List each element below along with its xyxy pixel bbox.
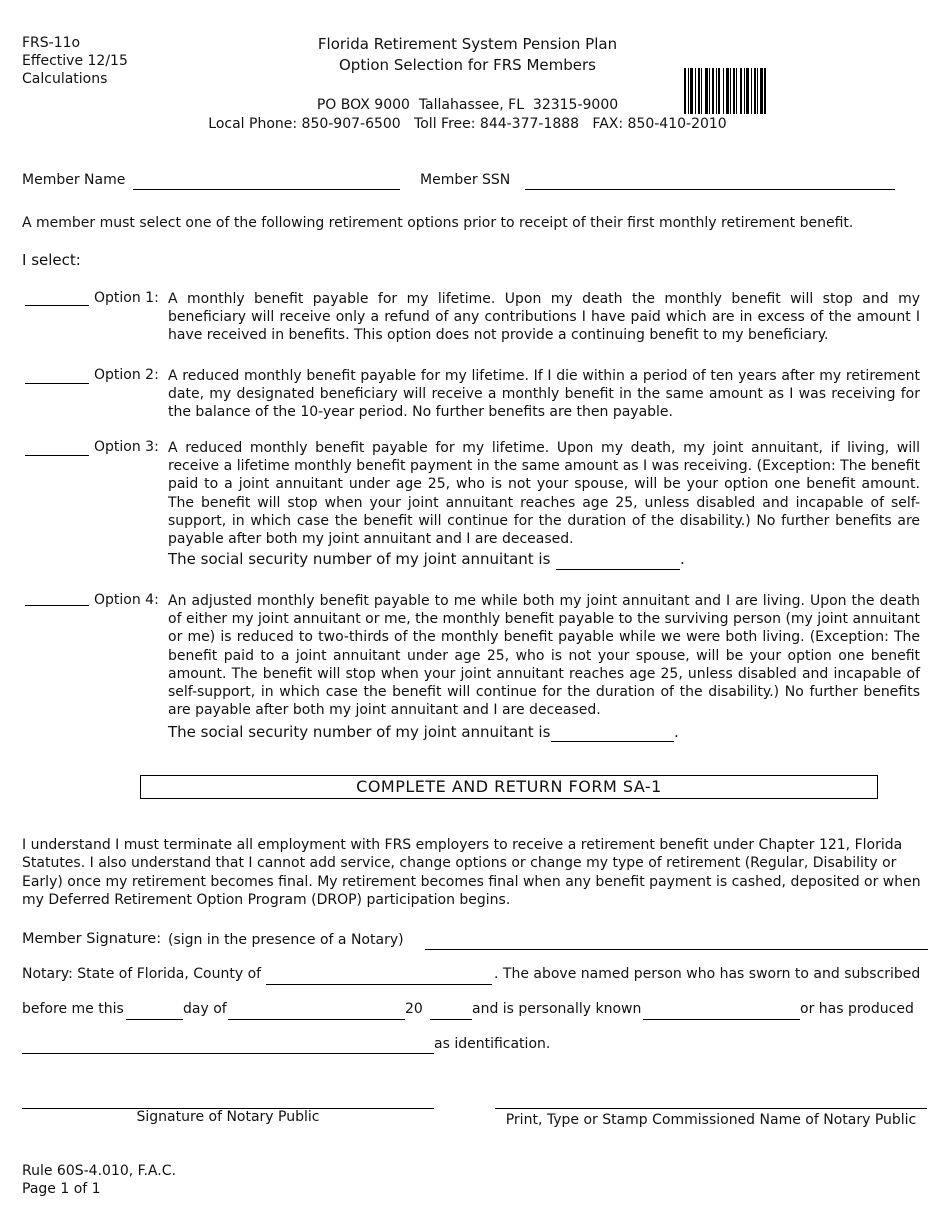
notary-print-label: Print, Type or Stamp Commissioned Name of Notary Public	[505, 1112, 917, 1128]
option-3-label: Option 3:	[94, 439, 159, 455]
option-3-period: .	[680, 550, 685, 568]
intro-text: A member must select one of the following retirement options prior to receipt of their first monthly retirement benefit.	[22, 215, 854, 231]
member-name-field[interactable]	[133, 189, 400, 190]
member-ssn-label: Member SSN	[420, 172, 511, 188]
phone-numbers: Local Phone: 850-907-6500 Toll Free: 844-377-1888 FAX: 850-410-2010	[208, 116, 727, 132]
notary-sworn-text: . The above named person who has sworn to and subscribed	[494, 966, 921, 982]
effective-date: Effective 12/15	[22, 53, 128, 69]
option-1-selection-field[interactable]	[25, 305, 89, 306]
option-2-text: A reduced monthly benefit payable for my lifetime. If I die within a period of ten years after my retirement date, my designated beneficiary will receive a monthly benefit in the same amount as I was receiving for the balance of the 10-year period. No further benefits are then payable.	[168, 368, 920, 421]
form-category: Calculations	[22, 71, 108, 87]
option-4-ssn-label: The social security number of my joint annuitant is	[168, 723, 551, 741]
option-3-selection-field[interactable]	[25, 455, 89, 456]
form-id: FRS-11o	[22, 35, 81, 51]
option-3-ssn-field[interactable]	[556, 569, 680, 570]
option-1-text: A monthly benefit payable for my lifetime. Upon my death the monthly benefit will stop and my beneficiary will receive only a refund of any contributions I have paid which are in excess of the amount I have received in benefits. This option does not provide a continuing benefit to my beneficiary.	[168, 291, 920, 344]
member-ssn-field[interactable]	[525, 189, 895, 190]
notary-known-field[interactable]	[643, 1019, 800, 1020]
notary-produced-text: or has produced	[800, 1001, 914, 1017]
contact-block	[0, 96, 935, 134]
option-4-selection-field[interactable]	[25, 605, 89, 606]
footer	[22, 1162, 176, 1198]
return-form-notice: COMPLETE AND RETURN FORM SA-1	[140, 775, 878, 799]
option-4-ssn-field[interactable]	[551, 741, 674, 742]
member-name-label: Member Name	[22, 172, 126, 188]
mailing-address: PO BOX 9000 Tallahassee, FL 32315-9000	[316, 97, 619, 113]
i-select-heading: I select:	[22, 251, 81, 269]
notary-state-text: Notary: State of Florida, County of	[22, 966, 262, 982]
notary-identification-text: as identification.	[434, 1036, 551, 1052]
option-2-selection-field[interactable]	[25, 383, 89, 384]
member-signature-hint: (sign in the presence of a Notary)	[168, 932, 404, 948]
option-2-label: Option 2:	[94, 367, 159, 383]
notary-before-text: before me this	[22, 1001, 124, 1017]
notary-year-prefix: 20	[405, 1001, 423, 1017]
option-1-label: Option 1:	[94, 290, 159, 306]
member-signature-field[interactable]	[425, 949, 928, 950]
notary-county-field[interactable]	[266, 984, 492, 985]
notary-month-field[interactable]	[228, 1019, 405, 1020]
notary-signature-label: Signature of Notary Public	[136, 1109, 320, 1125]
notary-year-field[interactable]	[430, 1019, 472, 1020]
notary-known-text: and is personally known	[472, 1001, 642, 1017]
notary-identification-field[interactable]	[22, 1053, 434, 1054]
option-3-text: A reduced monthly benefit payable for my lifetime. Upon my death, my joint annuitant, if living, will receive a lifetime monthly benefit payment in the same amount as I was receiving. (Exception: The benefit paid to a joint annuitant under age 25, who is not your spouse, will be your option one benefit amount. The benefit will stop when your joint annuitant reaches age 25, unless disabled and incapable of self-support, in which case the benefit will continue for the duration of the disability.) No further benefits are payable after both my joint annuitant and I are deceased.	[168, 440, 920, 548]
termination-acknowledgement: I understand I must terminate all employment with FRS employers to receive a retirement benefit under Chapter 121, Florida Statutes. I also understand that I cannot add service, change options or change my type of retirement (Regular, Disability or Early) once my retirement becomes final. My retirement becomes final when any benefit payment is cashed, deposited or when my Deferred Retirement Option Program (DROP) participation begins.	[22, 837, 921, 909]
rule-reference: Rule 60S-4.010, F.A.C.	[22, 1163, 176, 1179]
title-line-1: Florida Retirement System Pension Plan	[317, 35, 618, 53]
page-title	[0, 34, 935, 76]
member-signature-label: Member Signature:	[22, 931, 162, 947]
option-4-period: .	[674, 723, 679, 741]
option-4-text: An adjusted monthly benefit payable to me while both my joint annuitant and I are living. Upon the death of either my joint annuitant or me, the monthly benefit payable to the surviving person (my joint annuitant or me) is reduced to two-thirds of the monthly benefit payable while we were both living. (Exception: The benefit paid to a joint annuitant under age 25, who is not your spouse, will be your option one benefit amount. The benefit will stop when your joint annuitant reaches age 25, unless disabled and incapable of self-support, in which case the benefit will continue for the duration of the disability.) No further benefits are payable after both my joint annuitant and I are deceased.	[168, 593, 920, 719]
option-3-ssn-label: The social security number of my joint annuitant is	[168, 550, 551, 568]
notary-commissioned-name-field[interactable]	[495, 1108, 927, 1109]
title-line-2: Option Selection for FRS Members	[339, 56, 596, 74]
option-4-label: Option 4:	[94, 592, 159, 608]
page-number: Page 1 of 1	[22, 1181, 101, 1197]
notary-day-field[interactable]	[126, 1019, 183, 1020]
notary-day-of-text: day of	[183, 1001, 227, 1017]
